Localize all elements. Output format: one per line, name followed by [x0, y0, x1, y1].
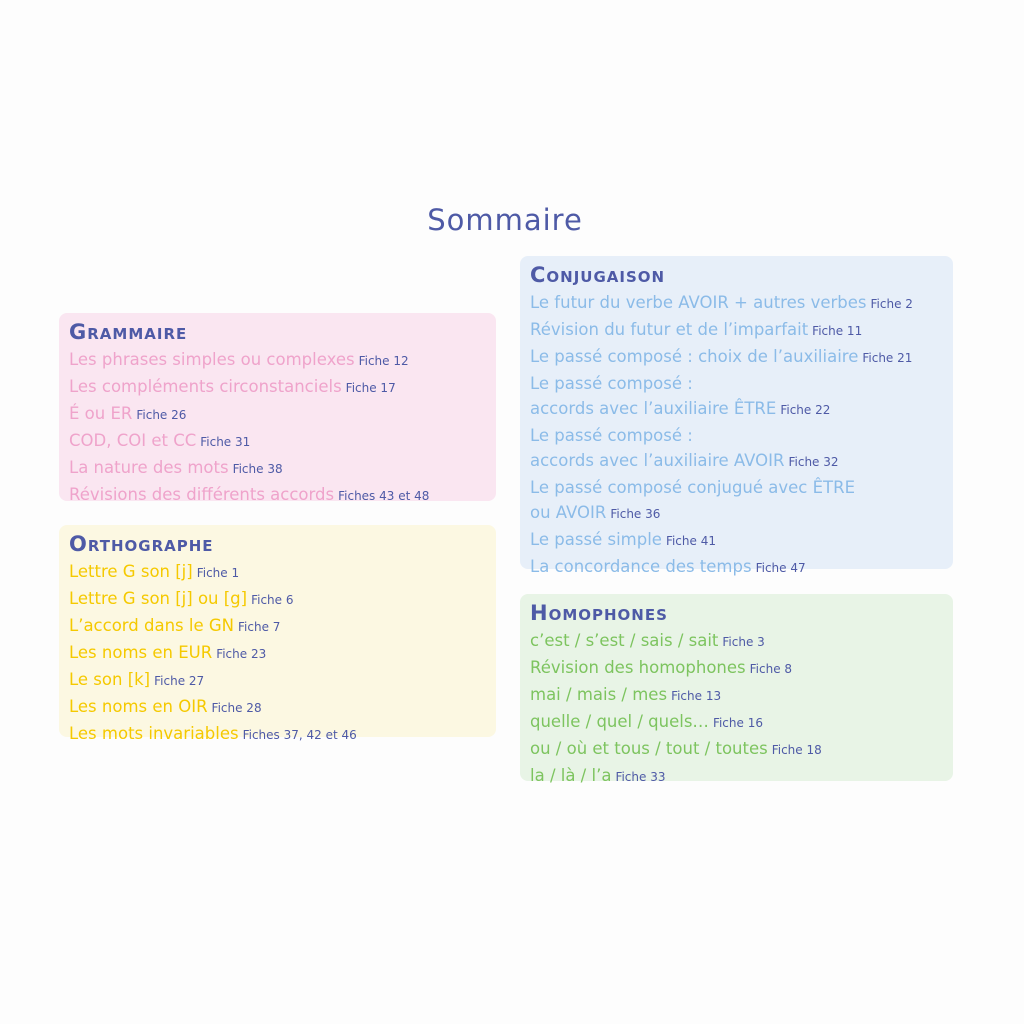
toc-entry	[530, 709, 943, 736]
toc-entry	[530, 344, 943, 371]
toc-entry	[530, 554, 943, 581]
toc-entry-text: Révision des homophones	[530, 658, 746, 677]
conjugaison-heading: Conjugaison	[530, 263, 666, 287]
toc-entry-text: É ou ER	[69, 404, 133, 423]
fiche-reference: Fiche 32	[788, 455, 839, 469]
fiche-reference: Fiche 41	[665, 534, 716, 548]
fiche-reference: Fiche 31	[200, 435, 251, 449]
fiche-reference: Fiche 38	[232, 462, 283, 476]
conjugaison-list	[530, 290, 943, 581]
toc-entry	[69, 455, 486, 482]
toc-entry-text: Les noms en OIR	[69, 697, 208, 716]
toc-entry-text: Le son [k]	[69, 670, 151, 689]
toc-entry-text: Le passé simple	[530, 530, 662, 549]
toc-entry	[530, 500, 943, 527]
orthographe-heading: Orthographe	[69, 532, 214, 556]
homophones-heading: Homophones	[530, 601, 668, 625]
fiche-reference: Fiche 27	[154, 674, 205, 688]
fiche-reference: Fiche 28	[211, 701, 262, 715]
fiche-reference: Fiche 12	[358, 354, 409, 368]
toc-entry-text: Le passé composé conjugué avec ÊTRE	[530, 478, 856, 497]
toc-entry-text: quelle / quel / quels…	[530, 712, 709, 731]
toc-entry	[69, 640, 486, 667]
grammaire-section	[59, 313, 496, 504]
toc-entry-text: accords avec l’auxiliaire AVOIR	[530, 451, 785, 470]
toc-entry-text: Le passé composé :	[530, 374, 693, 393]
toc-entry	[69, 374, 486, 401]
toc-entry-text: Le passé composé : choix de l’auxiliaire	[530, 347, 859, 366]
toc-entry-text: Lettre G son [j] ou [g]	[69, 589, 248, 608]
toc-entry-text: ou AVOIR	[530, 503, 607, 522]
fiche-reference: Fiche 17	[345, 381, 396, 395]
homophones-section	[520, 594, 953, 785]
toc-entry	[69, 347, 486, 374]
toc-entry-text: COD, COI et CC	[69, 431, 197, 450]
toc-entry-text: Le passé composé :	[530, 426, 693, 445]
toc-entry-text: Les mots invariables	[69, 724, 239, 743]
toc-entry	[530, 317, 943, 344]
toc-entry-text: Les phrases simples ou complexes	[69, 350, 355, 369]
toc-entry	[530, 763, 943, 790]
toc-entry	[530, 371, 943, 396]
fiche-reference: Fiche 1	[196, 566, 240, 580]
toc-entry	[530, 527, 943, 554]
toc-entry-text: Le futur du verbe AVOIR + autres verbes	[530, 293, 867, 312]
toc-entry-text: la / là / l’a	[530, 766, 612, 785]
fiche-reference: Fiche 36	[610, 507, 661, 521]
fiche-reference: Fiche 33	[615, 770, 666, 784]
conjugaison-section	[520, 256, 953, 576]
toc-entry	[530, 475, 943, 500]
fiche-reference: Fiches 43 et 48	[338, 489, 430, 503]
fiche-reference: Fiche 6	[251, 593, 294, 607]
toc-entry	[530, 682, 943, 709]
fiche-reference: Fiche 11	[812, 324, 863, 338]
fiche-reference: Fiche 18	[771, 743, 822, 757]
toc-entry	[69, 721, 486, 748]
fiche-reference: Fiche 2	[870, 297, 913, 311]
toc-entry	[530, 628, 943, 655]
toc-entry-text: Les noms en EUR	[69, 643, 213, 662]
orthographe-section	[59, 525, 496, 743]
fiche-reference: Fiche 7	[238, 620, 281, 634]
toc-entry-text: Révisions des différents accords	[69, 485, 335, 504]
fiche-reference: Fiche 8	[749, 662, 793, 676]
toc-entry	[69, 586, 486, 613]
toc-entry-text: La nature des mots	[69, 458, 229, 477]
toc-entry	[530, 736, 943, 763]
toc-entry-text: Lettre G son [j]	[69, 562, 193, 581]
fiche-reference: Fiche 23	[216, 647, 267, 661]
grammaire-heading: Grammaire	[69, 320, 188, 344]
toc-entry	[530, 290, 943, 317]
fiche-reference: Fiche 22	[780, 403, 831, 417]
fiche-reference: Fiche 21	[862, 351, 913, 365]
toc-entry	[530, 655, 943, 682]
fiche-reference: Fiche 13	[671, 689, 722, 703]
fiche-reference: Fiche 16	[712, 716, 763, 730]
fiche-reference: Fiche 3	[722, 635, 765, 649]
orthographe-list	[69, 559, 486, 748]
toc-entry-text: La concordance des temps	[530, 557, 752, 576]
toc-entry	[69, 694, 486, 721]
toc-entry-text: Révision du futur et de l’imparfait	[530, 320, 809, 339]
toc-entry-text: L’accord dans le GN	[69, 616, 234, 635]
toc-entry	[69, 559, 486, 586]
page-title: Sommaire	[427, 203, 583, 237]
toc-entry-text: accords avec l’auxiliaire ÊTRE	[530, 399, 777, 418]
toc-entry-text: c’est / s’est / sais / sait	[530, 631, 719, 650]
toc-entry	[530, 423, 943, 448]
toc-entry-text: ou / où et tous / tout / toutes	[530, 739, 768, 758]
fiche-reference: Fiche 26	[136, 408, 187, 422]
fiche-reference: Fiches 37, 42 et 46	[242, 728, 357, 742]
homophones-list	[530, 628, 943, 790]
toc-entry-text: mai / mais / mes	[530, 685, 668, 704]
grammaire-list	[69, 347, 486, 509]
toc-entry	[69, 482, 486, 509]
toc-entry	[69, 401, 486, 428]
toc-entry	[530, 396, 943, 423]
toc-entry	[69, 613, 486, 640]
toc-entry	[69, 667, 486, 694]
fiche-reference: Fiche 47	[755, 561, 806, 575]
toc-entry	[69, 428, 486, 455]
toc-entry	[530, 448, 943, 475]
toc-entry-text: Les compléments circonstanciels	[69, 377, 342, 396]
